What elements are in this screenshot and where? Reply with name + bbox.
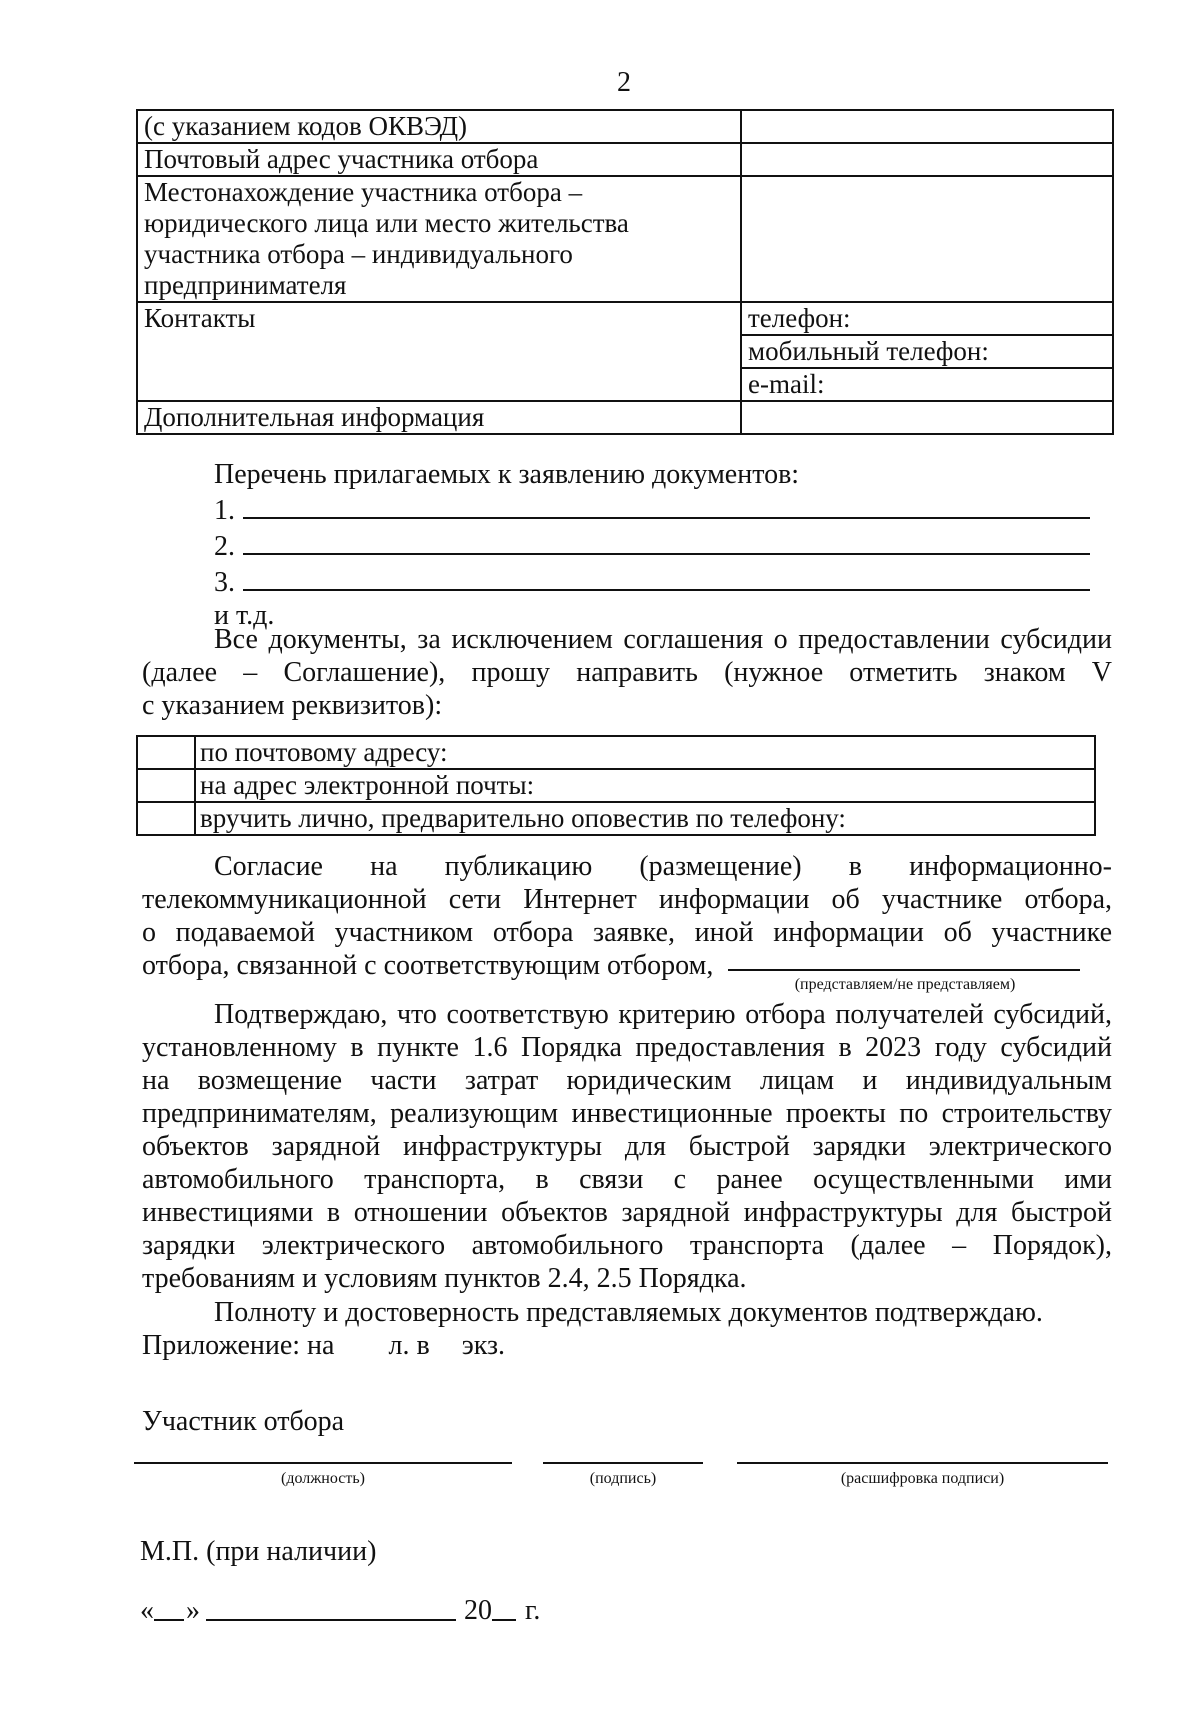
participant-info-table bbox=[136, 109, 1114, 435]
list-etc: и т.д. bbox=[214, 600, 275, 631]
date-month-line[interactable] bbox=[206, 1619, 456, 1621]
location-label bbox=[137, 176, 741, 302]
location-value[interactable] bbox=[741, 176, 1113, 302]
completeness-statement: Полноту и достоверность представляемых документов подтверждаю. bbox=[214, 1297, 1043, 1328]
confirmation-paragraph bbox=[142, 998, 1112, 1295]
confirm-line: требованиям и условиям пунктов 2.4, 2.5 Порядка. bbox=[142, 1263, 747, 1294]
attachment-suffix: экз. bbox=[461, 1330, 505, 1361]
documents-list bbox=[142, 458, 1112, 632]
list-item-number: 2. bbox=[214, 531, 235, 562]
list-item[interactable] bbox=[214, 491, 1090, 527]
documents-list-heading: Перечень прилагаемых к заявлению документов: bbox=[214, 459, 800, 490]
email-checkbox[interactable] bbox=[137, 769, 195, 802]
confirm-line: предпринимателям, реализующим инвестиционные проекты по строительству bbox=[142, 1098, 1112, 1129]
table-row bbox=[137, 110, 1113, 143]
list-item[interactable] bbox=[214, 527, 1090, 563]
location-label-line: предпринимателя bbox=[144, 270, 347, 300]
position-line[interactable] bbox=[134, 1462, 512, 1464]
postal-checkbox[interactable] bbox=[137, 736, 195, 769]
table-row bbox=[137, 736, 1095, 769]
date-year-prefix: 20 bbox=[464, 1595, 492, 1626]
delivery-intro-line: (далее – Соглашение), прошу направить (нужное отметить знаком V bbox=[142, 657, 1112, 688]
table-row bbox=[137, 802, 1095, 835]
contacts-phone[interactable]: телефон: bbox=[741, 302, 1113, 335]
documents-lines bbox=[142, 491, 1112, 632]
delivery-option-in-person: вручить лично, предварительно оповестив по телефону: bbox=[195, 802, 1095, 835]
consent-line: Согласие на публикацию (размещение) в информационно- bbox=[214, 851, 1112, 882]
table-row bbox=[137, 401, 1113, 434]
in-person-checkbox[interactable] bbox=[137, 802, 195, 835]
table-row bbox=[137, 143, 1113, 176]
signature-label: (подпись) bbox=[589, 1470, 657, 1487]
okved-label: (с указанием кодов ОКВЭД) bbox=[137, 110, 741, 143]
document-line-3[interactable] bbox=[243, 563, 1090, 591]
location-label-line: юридического лица или место жительства bbox=[144, 208, 629, 238]
table-row bbox=[137, 176, 1113, 302]
attachment-line bbox=[142, 1329, 505, 1362]
postal-address-label: Почтовый адрес участника отбора bbox=[137, 143, 741, 176]
postal-address-value[interactable] bbox=[741, 143, 1113, 176]
confirm-line: Подтверждаю, что соответствую критерию отбора получателей субсидий, bbox=[214, 999, 1112, 1030]
confirm-line: установленному в пункте 1.6 Порядка предоставления в 2023 году субсидий bbox=[142, 1032, 1112, 1063]
confirm-line: объектов зарядной инфраструктуры для быстрой зарядки электрического bbox=[142, 1131, 1112, 1162]
decoding-line[interactable] bbox=[737, 1462, 1108, 1464]
list-item[interactable] bbox=[214, 563, 1090, 599]
date-day-line[interactable] bbox=[154, 1619, 184, 1621]
confirm-line: на возмещение части затрат юридическим лицам и индивидуальным bbox=[142, 1065, 1112, 1096]
attachment-middle: л. в bbox=[388, 1330, 430, 1361]
page-number: 2 bbox=[617, 67, 631, 98]
decoding-label: (расшифровка подписи) bbox=[840, 1470, 1005, 1487]
list-item-number: 1. bbox=[214, 495, 235, 526]
consent-paragraph bbox=[142, 850, 1112, 982]
date-year-line[interactable] bbox=[492, 1619, 516, 1621]
delivery-intro bbox=[142, 623, 1112, 722]
additional-info-value[interactable] bbox=[741, 401, 1113, 434]
delivery-intro-line: с указанием реквизитов): bbox=[142, 690, 443, 721]
contacts-label: Контакты bbox=[137, 302, 741, 401]
contacts-email[interactable]: e-mail: bbox=[741, 368, 1113, 401]
date-open-quote: « bbox=[140, 1595, 154, 1626]
confirm-line: зарядки электрического автомобильного транспорта (далее – Порядок), bbox=[142, 1230, 1112, 1261]
document-line-2[interactable] bbox=[243, 527, 1090, 555]
date-line bbox=[140, 1594, 560, 1628]
consent-line: отбора, связанной с соответствующим отбором, bbox=[142, 950, 714, 981]
consent-line: о подаваемой участником отбора заявке, иной информации об участнике bbox=[142, 917, 1112, 948]
consent-answer-line[interactable] bbox=[728, 969, 1080, 971]
date-year-suffix: г. bbox=[525, 1595, 541, 1626]
consent-hint: (представляем/не представляем) bbox=[794, 976, 1016, 993]
stamp-label: М.П. (при наличии) bbox=[140, 1536, 377, 1567]
document-line-1[interactable] bbox=[243, 491, 1090, 519]
list-item-number: 3. bbox=[214, 567, 235, 598]
additional-info-label: Дополнительная информация bbox=[137, 401, 741, 434]
table-row bbox=[137, 769, 1095, 802]
attachment-prefix: Приложение: на bbox=[142, 1330, 335, 1361]
confirm-line: автомобильного транспорта, в связи с ранее осуществленными ими bbox=[142, 1164, 1112, 1195]
okved-value[interactable] bbox=[741, 110, 1113, 143]
consent-line: телекоммуникационной сети Интернет информации об участнике отбора, bbox=[142, 884, 1112, 915]
table-row bbox=[137, 302, 1113, 335]
date-close-quote: » bbox=[186, 1595, 200, 1626]
position-label: (должность) bbox=[281, 1470, 365, 1487]
contacts-mobile[interactable]: мобильный телефон: bbox=[741, 335, 1113, 368]
location-label-line: участника отбора – индивидуального bbox=[144, 239, 573, 269]
delivery-options-table bbox=[136, 735, 1096, 836]
location-label-line: Местонахождение участника отбора – bbox=[144, 177, 583, 207]
participant-label: Участник отбора bbox=[142, 1406, 345, 1437]
signature-line[interactable] bbox=[543, 1462, 703, 1464]
delivery-option-email: на адрес электронной почты: bbox=[195, 769, 1095, 802]
delivery-intro-line: Все документы, за исключением соглашения о предоставлении субсидии bbox=[214, 624, 1112, 655]
delivery-option-postal: по почтовому адресу: bbox=[195, 736, 1095, 769]
confirm-line: инвестициями в отношении объектов зарядной инфраструктуры для быстрой bbox=[142, 1197, 1112, 1228]
